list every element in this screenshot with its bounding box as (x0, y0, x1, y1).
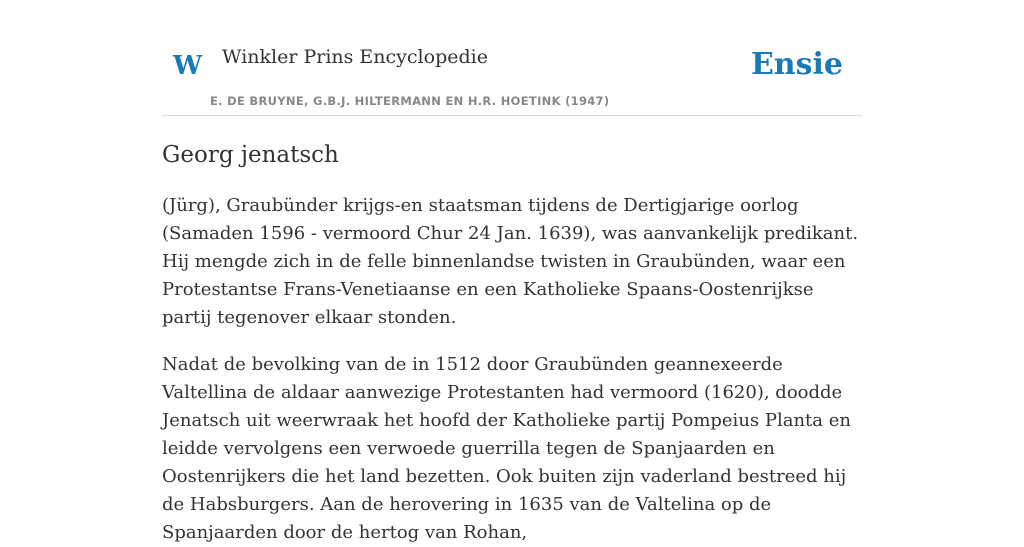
header (162, 0, 862, 116)
encyclopedia-logo-icon: W (173, 51, 203, 81)
site-logo-link[interactable]: Ensie (750, 47, 843, 82)
authors-line: E. DE BRUYNE, G.B.J. HILTERMANN EN H.R. HOETINK (1947) (210, 94, 610, 108)
article-paragraph-1: (Jürg), Graubünder krijgs-en staatsman tijdens de Dertigjarige oorlog (Samaden 1596 - vermoord Chur 24 Jan. 1639), was aanvankelijk predikant. Hij mengde zich in de felle binnenlandse twisten in Graubünden, waar een Protestantse Frans-Venetiaanse en een Katholieke Spaans-Oostenrijkse partij tegenover elkaar stonden. (162, 194, 859, 328)
article-title: Georg jenatsch (162, 142, 339, 168)
article-paragraph-2: Nadat de bevolking van de in 1512 door Graubünden geannexeerde Valtellina de aldaar aanwezige Protestanten had vermoord (1620), doodde Jenatsch uit weerwraak het hoofd der Katholieke partij Pompeius Planta en leidde vervolgens een verwoede guerrilla tegen de Spanjaarden en Oostenrijkers die het land bezetten. Ook buiten zijn vaderland bestreed hij de Habsburgers. Aan de herovering in 1635 van de Valtelina op de Spanjaarden door de hertog van Rohan, (162, 353, 851, 543)
encyclopedia-title: Winkler Prins Encyclopedie (222, 46, 488, 68)
page (162, 0, 862, 547)
